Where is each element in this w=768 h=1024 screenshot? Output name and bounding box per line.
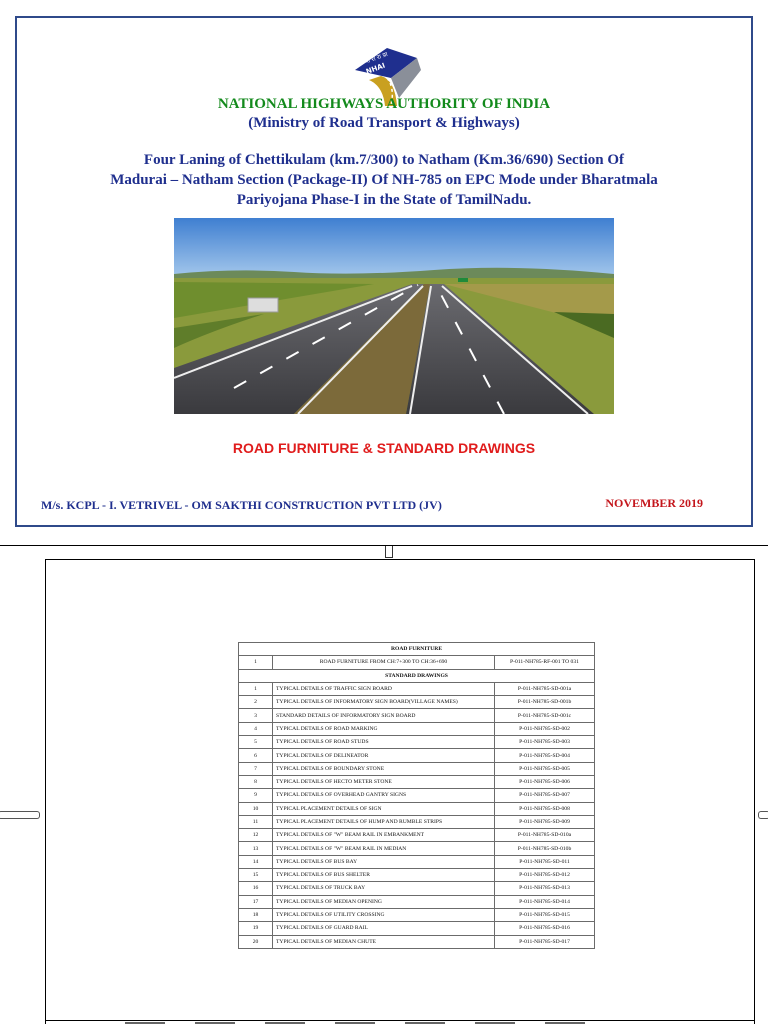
- drawing-number: P-011-NH785-SD-017: [495, 935, 595, 948]
- table-row: [239, 789, 595, 802]
- drawing-description: TYPICAL DETAILS OF MEDIAN CHUTE: [273, 935, 495, 948]
- drawing-description: TYPICAL PLACEMENT DETAILS OF SIGN: [273, 802, 495, 815]
- left-edge-tab: [0, 811, 40, 819]
- row-number: 5: [239, 736, 273, 749]
- project-description: [17, 150, 751, 210]
- svg-text:भा रा रा प्रा: भा रा रा प्रा: [363, 50, 389, 66]
- drawing-description: STANDARD DETAILS OF INFORMATORY SIGN BOARD: [273, 709, 495, 722]
- sheet-top-mark: [385, 546, 393, 558]
- section-header-row: [239, 669, 595, 682]
- drawing-index-sheet: [0, 545, 768, 1024]
- drawing-description: TYPICAL DETAILS OF INFORMATORY SIGN BOARD(VILLAGE NAMES): [273, 696, 495, 709]
- drawing-description: TYPICAL DETAILS OF "W" BEAM RAIL IN EMBANKMENT: [273, 829, 495, 842]
- row-number: 17: [239, 895, 273, 908]
- row-number: 14: [239, 855, 273, 868]
- drawing-number: P-011-NH785-SD-005: [495, 762, 595, 775]
- drawing-description: TYPICAL DETAILS OF BUS BAY: [273, 855, 495, 868]
- drawing-number: P-011-NH785-SD-011: [495, 855, 595, 868]
- drawing-description: TYPICAL DETAILS OF ROAD STUDS: [273, 736, 495, 749]
- table-row: [239, 749, 595, 762]
- table-row: [239, 842, 595, 855]
- table-row: [239, 935, 595, 948]
- drawing-description: TYPICAL DETAILS OF DELINEATOR: [273, 749, 495, 762]
- project-line: Pariyojana Phase-I in the State of TamilNadu.: [236, 192, 532, 208]
- row-number: 9: [239, 789, 273, 802]
- logo-text: NHAI: [364, 61, 387, 76]
- row-number: 16: [239, 882, 273, 895]
- row-number: 19: [239, 922, 273, 935]
- ministry-name: (Ministry of Road Transport & Highways): [248, 115, 520, 131]
- table-row: [239, 908, 595, 921]
- table-row: [239, 815, 595, 828]
- drawing-number: P-011-NH785-RF-001 TO 031: [495, 656, 595, 669]
- table-row: [239, 869, 595, 882]
- drawing-number: P-011-NH785-SD-008: [495, 802, 595, 815]
- drawing-description: TYPICAL PLACEMENT DETAILS OF HUMP AND RUMBLE STRIPS: [273, 815, 495, 828]
- drawing-number: P-011-NH785-SD-013: [495, 882, 595, 895]
- drawing-number: P-011-NH785-SD-012: [495, 869, 595, 882]
- drawing-description: TYPICAL DETAILS OF HECTO METER STONE: [273, 775, 495, 788]
- row-number: 13: [239, 842, 273, 855]
- drawing-number: P-011-NH785-SD-006: [495, 775, 595, 788]
- drawing-description: TYPICAL DETAILS OF MEDIAN OPENING: [273, 895, 495, 908]
- row-number: 1: [239, 682, 273, 695]
- drawing-number: P-011-NH785-SD-015: [495, 908, 595, 921]
- drawing-number: P-011-NH785-SD-001c: [495, 709, 595, 722]
- drawing-number: P-011-NH785-SD-010a: [495, 829, 595, 842]
- table-row: [239, 895, 595, 908]
- document-date: NOVEMBER 2019: [605, 496, 703, 510]
- table-row: [239, 696, 595, 709]
- row-number: 20: [239, 935, 273, 948]
- drawing-number: P-011-NH785-SD-001b: [495, 696, 595, 709]
- section-header: STANDARD DRAWINGS: [239, 669, 595, 682]
- drawing-description: TYPICAL DETAILS OF TRAFFIC SIGN BOARD: [273, 682, 495, 695]
- project-line: Madurai – Natham Section (Package-II) Of NH-785 on EPC Mode under Bharatmala: [110, 172, 658, 188]
- drawing-description: TYPICAL DETAILS OF TRUCK BAY: [273, 882, 495, 895]
- right-edge-tab: [758, 811, 768, 819]
- highway-photo: [174, 218, 614, 414]
- table-row: [239, 656, 595, 669]
- row-number: 2: [239, 696, 273, 709]
- drawing-number: P-011-NH785-SD-014: [495, 895, 595, 908]
- table-row: [239, 736, 595, 749]
- table-row: [239, 855, 595, 868]
- row-number: 3: [239, 709, 273, 722]
- row-number: 12: [239, 829, 273, 842]
- drawing-description: TYPICAL DETAILS OF ROAD MARKING: [273, 722, 495, 735]
- section-header-row: [239, 643, 595, 656]
- drawing-number: P-011-NH785-SD-010b: [495, 842, 595, 855]
- drawing-number: P-011-NH785-SD-001a: [495, 682, 595, 695]
- drawing-number: P-011-NH785-SD-003: [495, 736, 595, 749]
- section-header: ROAD FURNITURE: [239, 643, 595, 656]
- table-row: [239, 722, 595, 735]
- row-number: 10: [239, 802, 273, 815]
- table-row: [239, 802, 595, 815]
- row-number: 1: [239, 656, 273, 669]
- organization-name: NATIONAL HIGHWAYS AUTHORITY OF INDIA: [217, 96, 551, 112]
- cover-page: [15, 16, 753, 527]
- table-row: [239, 709, 595, 722]
- drawing-description: TYPICAL DETAILS OF "W" BEAM RAIL IN MEDIAN: [273, 842, 495, 855]
- table-row: [239, 922, 595, 935]
- drawing-description: TYPICAL DETAILS OF GUARD RAIL: [273, 922, 495, 935]
- row-number: 8: [239, 775, 273, 788]
- row-number: 15: [239, 869, 273, 882]
- row-number: 4: [239, 722, 273, 735]
- table-row: [239, 882, 595, 895]
- drawing-description: TYPICAL DETAILS OF BOUNDARY STONE: [273, 762, 495, 775]
- table-row: [239, 775, 595, 788]
- title-block-strip: [45, 1020, 755, 1024]
- drawing-number: P-011-NH785-SD-004: [495, 749, 595, 762]
- table-row: [239, 762, 595, 775]
- contractor-name: M/s. KCPL - I. VETRIVEL - OM SAKTHI CONSTRUCTION PVT LTD (JV): [41, 498, 442, 512]
- row-number: 11: [239, 815, 273, 828]
- drawing-number: P-011-NH785-SD-007: [495, 789, 595, 802]
- drawing-index-table: [238, 642, 595, 949]
- row-number: 7: [239, 762, 273, 775]
- table-row: [239, 682, 595, 695]
- row-number: 18: [239, 908, 273, 921]
- table-row: [239, 829, 595, 842]
- row-number: 6: [239, 749, 273, 762]
- document-title: ROAD FURNITURE & STANDARD DRAWINGS: [232, 440, 536, 456]
- drawing-description: TYPICAL DETAILS OF OVERHEAD GANTRY SIGNS: [273, 789, 495, 802]
- drawing-description: TYPICAL DETAILS OF BUS SHELTER: [273, 869, 495, 882]
- drawing-number: P-011-NH785-SD-002: [495, 722, 595, 735]
- drawing-description: ROAD FURNITURE FROM CH:7+300 TO CH:36+690: [273, 656, 495, 669]
- drawing-description: TYPICAL DETAILS OF UTILITY CROSSING: [273, 908, 495, 921]
- drawing-number: P-011-NH785-SD-009: [495, 815, 595, 828]
- drawing-number: P-011-NH785-SD-016: [495, 922, 595, 935]
- project-line: Four Laning of Chettikulam (km.7/300) to Natham (Km.36/690) Section Of: [143, 152, 625, 168]
